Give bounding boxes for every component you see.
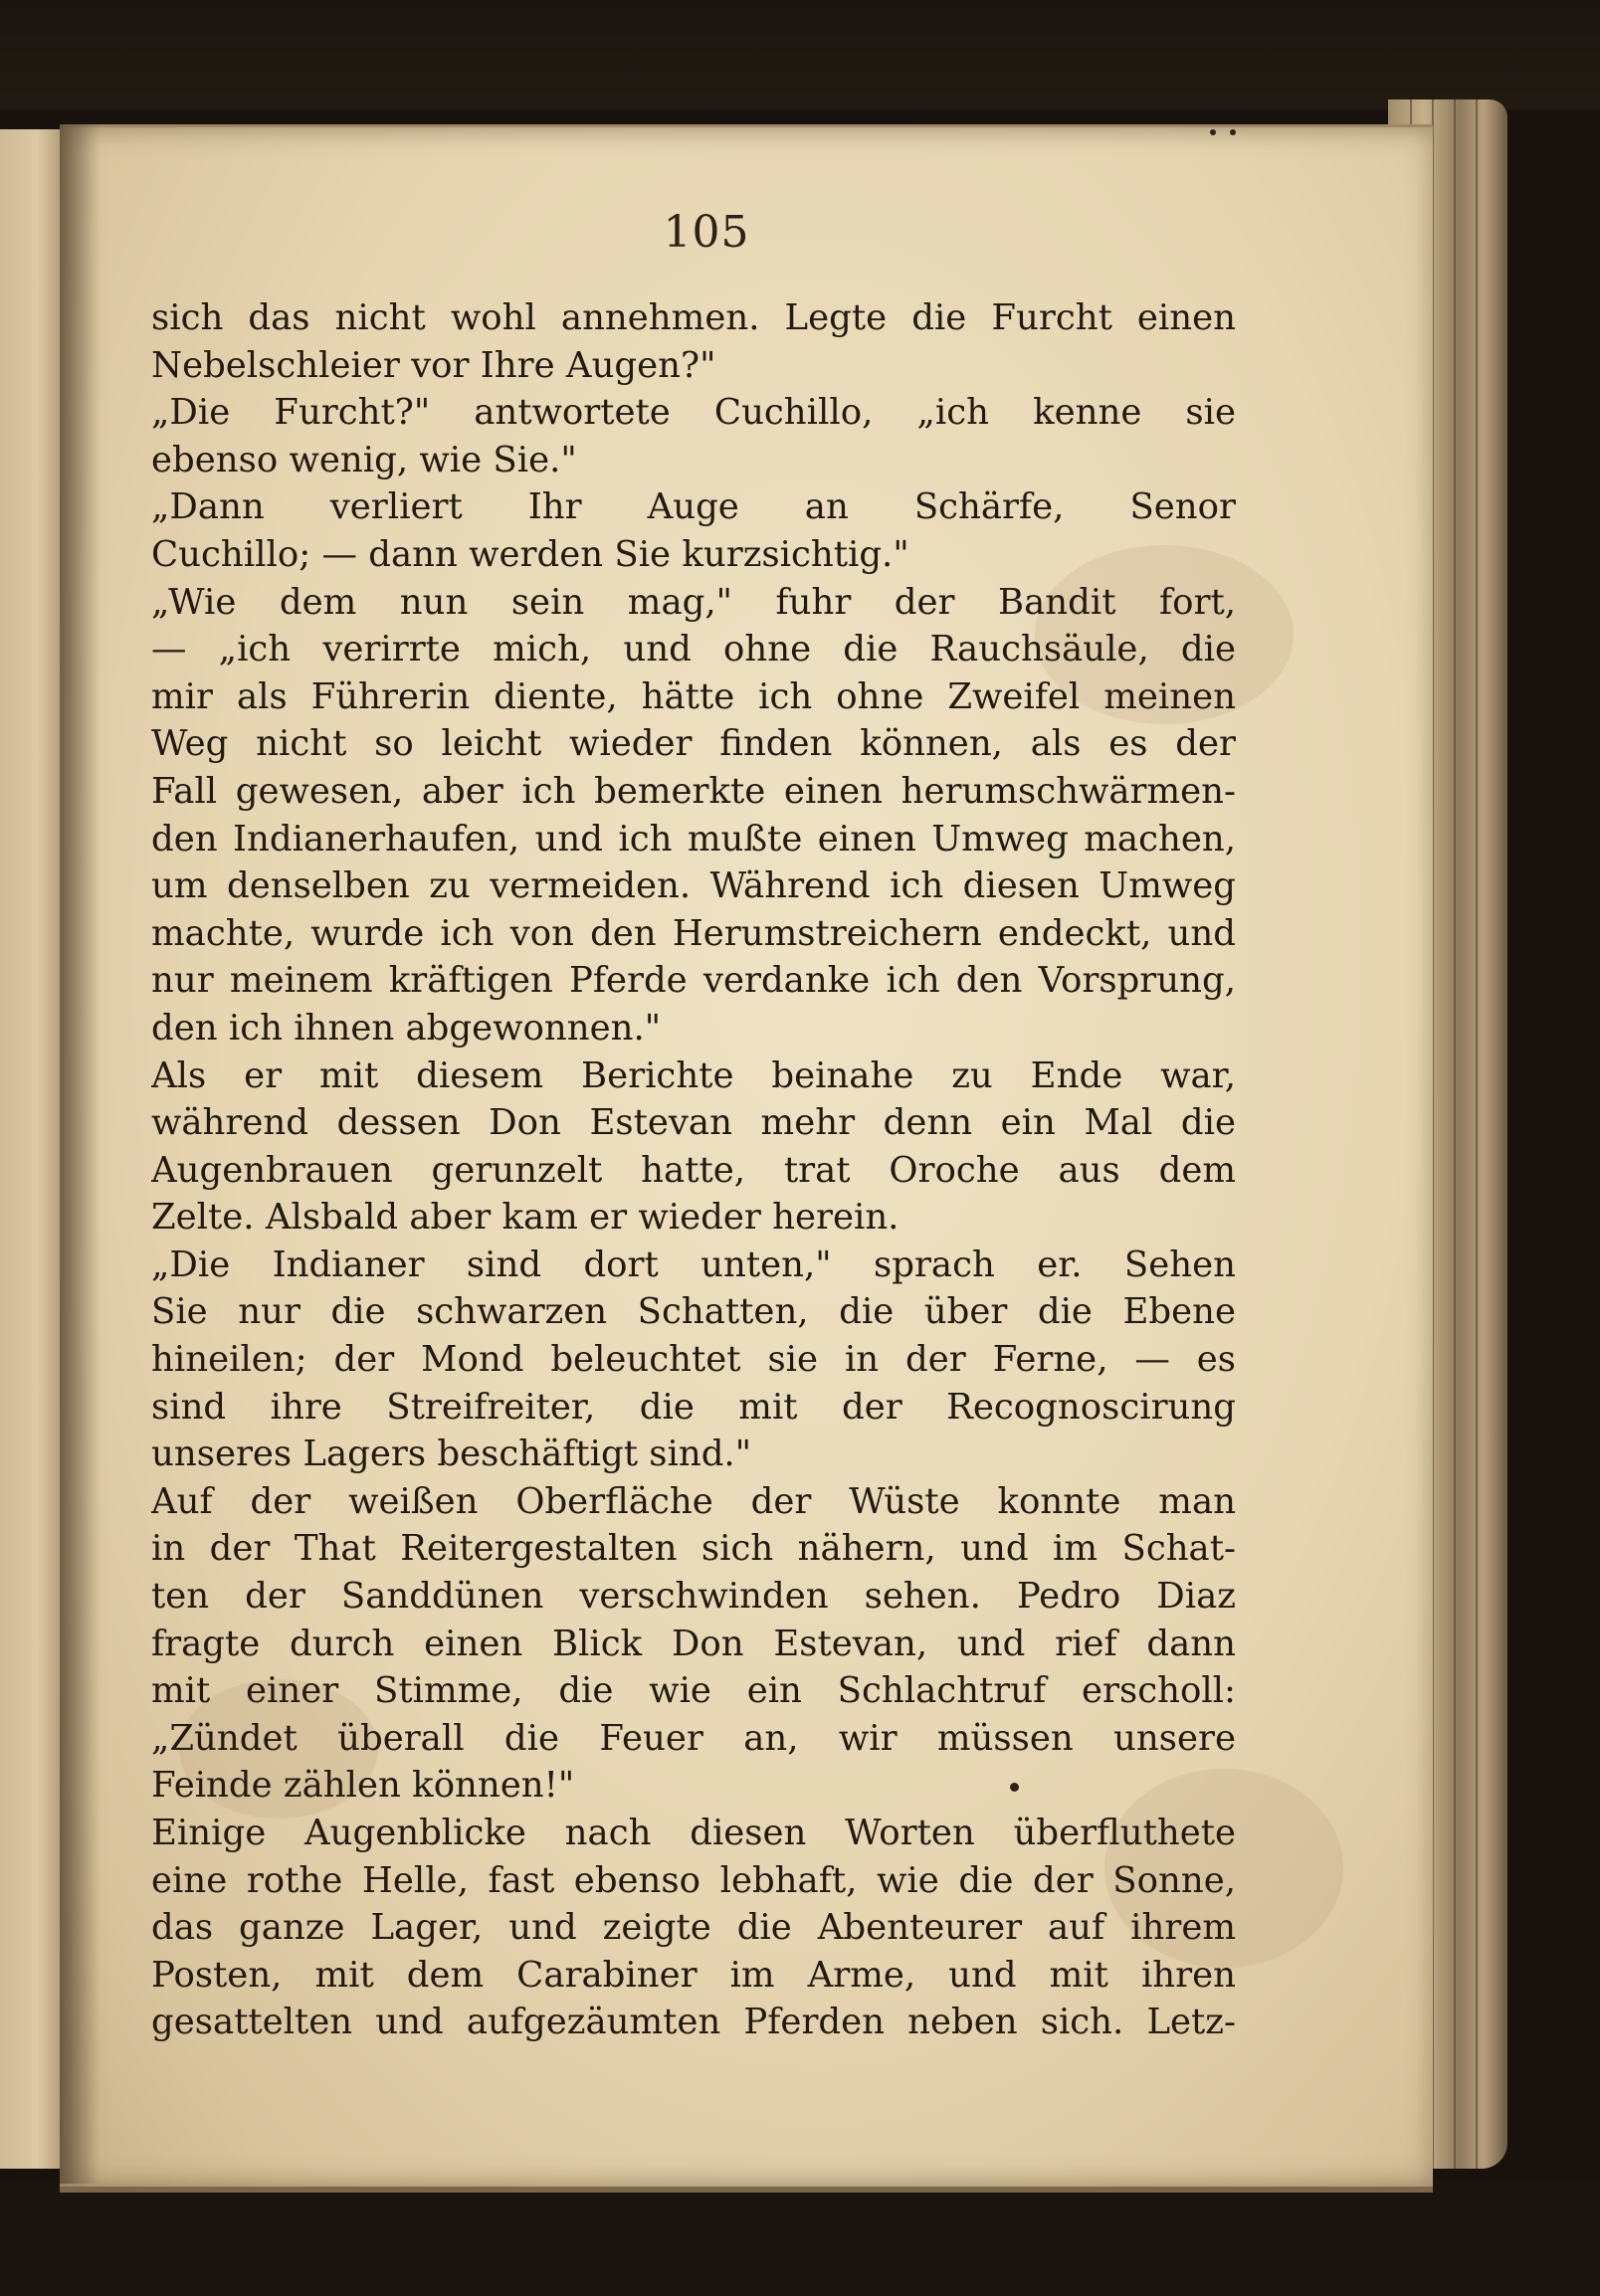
ink-dot [1210, 129, 1216, 135]
text-line: Einige Augenblicke nach diesen Worten überfluthete [151, 1813, 1236, 1853]
facing-page-edge [0, 129, 66, 2169]
text-line: ten der Sanddünen verschwinden sehen. Pedro Diaz [151, 1576, 1236, 1618]
text-line: mir als Führerin diente, hätte ich ohne Zweifel meinen [151, 675, 1236, 717]
text-line: Als er mit diesem Berichte beinahe zu Ende war, [151, 1054, 1236, 1096]
text-line: das ganze Lager, und zeigte die Abenteurer auf ihrem [151, 1907, 1236, 1949]
text-line: — „ich verirrte mich, und ohne die Rauchsäule, die [151, 629, 1236, 670]
text-line: Zelte. Alsbald aber kam er wieder herein. [151, 1197, 900, 1239]
text-line: Fall gewesen, aber ich bemerkte einen herumschwärmen- [151, 770, 1236, 812]
text-line: unseres Lagers beschäftigt sind." [151, 1434, 752, 1475]
text-line: Augenbrauen gerunzelt hatte, trat Oroche aus dem [151, 1149, 1236, 1191]
text-line: den Indianerhaufen, und ich mußte einen Umweg machen, [151, 818, 1236, 860]
text-line: Cuchillo; — dann werden Sie kurzsichtig." [151, 533, 909, 575]
text-line: „Dann verliert Ihr Auge an Schärfe, Senor [151, 486, 1236, 528]
text-line: Nebelschleier vor Ihre Augen?" [151, 344, 716, 386]
text-line: sind ihre Streifreiter, die mit der Recognoscirung [151, 1386, 1236, 1428]
text-line: hineilen; der Mond beleuchtet sie in der Ferne, — es [151, 1339, 1236, 1381]
text-line: Feinde zählen können!" [151, 1765, 575, 1807]
text-line: fragte durch einen Blick Don Estevan, und rief dann [151, 1623, 1236, 1664]
text-line: Sie nur die schwarzen Schatten, die über die Ebene [151, 1291, 1236, 1333]
body-text [151, 294, 1236, 2046]
text-line: „Wie dem nun sein mag," fuhr der Bandit fort, [151, 581, 1236, 623]
text-line: „Zündet überall die Feuer an, wir müssen unsere [151, 1717, 1236, 1759]
text-line: sich das nicht wohl annehmen. Legte die Furcht einen [151, 297, 1236, 338]
page-edge-line [1454, 99, 1456, 2169]
text-line: Weg nicht so leicht wieder finden können, als es der [151, 723, 1236, 765]
text-line: Auf der weißen Oberfläche der Wüste konnte man [151, 1480, 1236, 1522]
text-line: ebenso wenig, wie Sie." [151, 439, 577, 480]
ink-dot [1230, 129, 1236, 135]
table-background-bottom [0, 2179, 1600, 2296]
text-line: in der That Reitergestalten sich nähern, und im Schat- [151, 1528, 1236, 1570]
page-number: 105 [663, 207, 750, 258]
text-line: „Die Furcht?" antwortete Cuchillo, „ich kenne sie [151, 392, 1236, 434]
table-background-top [0, 0, 1600, 109]
text-line: mit einer Stimme, die wie ein Schlachtruf erscholl: [151, 1670, 1236, 1712]
text-line: machte, wurde ich von den Herumstreichern endeckt, und [151, 912, 1236, 954]
text-line: nur meinem kräftigen Pferde verdanke ich den Vorsprung, [151, 960, 1236, 1002]
text-line: um denselben zu vermeiden. Während ich diesen Umweg [151, 865, 1236, 907]
text-line: den ich ihnen abgewonnen." [151, 1007, 662, 1049]
page-edge-line [1476, 99, 1478, 2169]
text-line: eine rothe Helle, fast ebenso lebhaft, wie die der Sonne, [151, 1859, 1236, 1901]
text-line: gesattelten und aufgezäumten Pferden neben sich. Letz- [151, 2002, 1236, 2043]
spine-shadow [60, 124, 100, 2184]
text-line: Posten, mit dem Carabiner im Arme, und mit ihren [151, 1954, 1236, 1996]
text-line: „Die Indianer sind dort unten," sprach er. Sehen [151, 1244, 1236, 1285]
text-line: während dessen Don Estevan mehr denn ein Mal die [151, 1102, 1236, 1144]
